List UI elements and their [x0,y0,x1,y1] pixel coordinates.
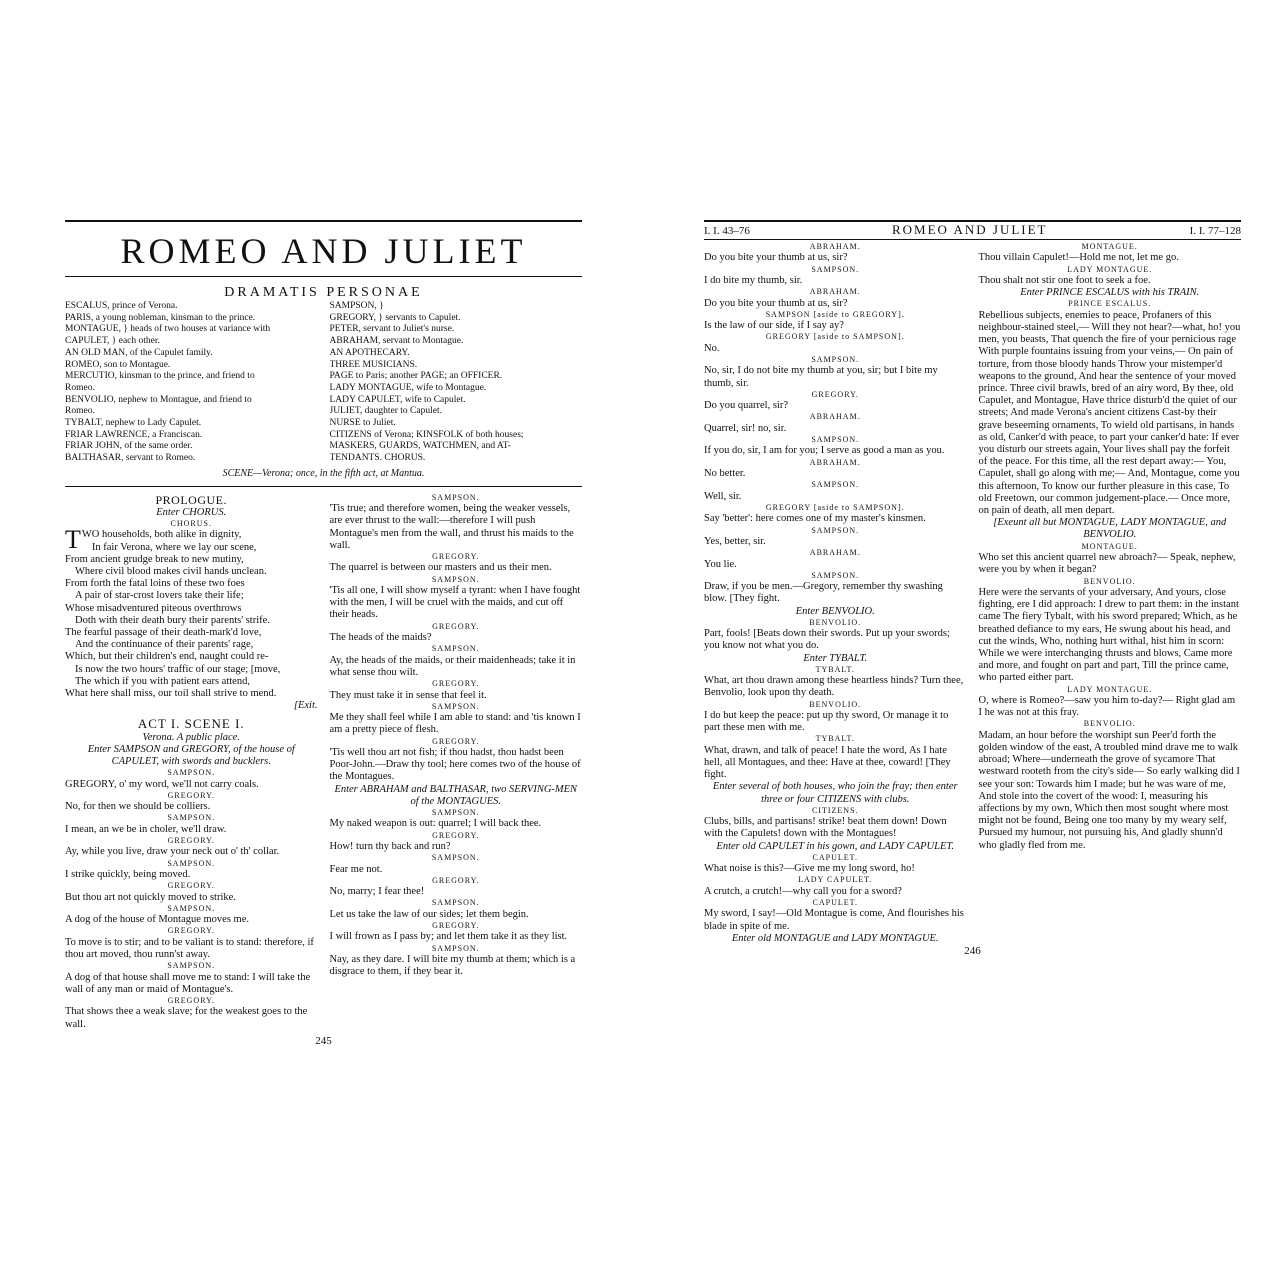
speaker-name: SAMPSON. [811,264,860,274]
dramatis-entry: BALTHASAR, servant to Romeo. [65,453,196,464]
top-rule [65,220,582,222]
section-rule [65,486,582,487]
speech-text: Part, fools! [Beats down their swords. Put up your swords; you know not what you do. [704,628,950,652]
speaker-name: GREGORY. [167,835,215,845]
dramatis-entry: PAGE to Paris; another PAGE; an OFFICER. [329,371,503,382]
running-head [704,222,1241,239]
speech-text: You lie. [704,558,737,570]
speaker-name: LADY MONTAGUE. [1067,264,1153,274]
speaker-name: GREGORY. [432,875,480,885]
speaker-name: GREGORY. [167,790,215,800]
speech-text: No, marry; I fear thee! [329,886,425,898]
dramatis-entry: PETER, servant to Juliet's nurse. [329,324,455,335]
prologue-and-act [65,493,582,1031]
speaker-name: GREGORY [aside to SAMPSON]. [765,502,905,512]
dramatis-entry: AN APOTHECARY. [329,347,410,358]
speech-text: I do but keep the peace: put up thy sword, Or manage it to part these men with me. [704,709,949,734]
speech-text: A crutch, a crutch!—why call you for a sword? [704,885,902,897]
speaker-name: SAMPSON. [431,644,480,654]
speech-text: I will frown as I pass by; and let them take it as they list. [329,931,568,943]
dramatis-entry: MONTAGUE, } heads of two houses at variance with [65,324,271,335]
speaker-name: GREGORY. [432,552,480,562]
speech-text: Say 'better': here comes one of my master's kinsmen. [704,513,926,525]
act-heading: ACT I. SCENE I. [137,715,245,731]
right-page [704,220,1241,957]
prologue-line: From forth the fatal loins of these two foes [65,578,245,590]
stage-direction: [Exeunt all but MONTAGUE, LADY MONTAGUE, and BENVOLIO. [993,517,1227,541]
speaker-name: SAMPSON [aside to GREGORY]. [765,309,905,319]
speech-text: No, sir, I do not bite my thumb at you, sir; but I bite my thumb, sir. [704,365,938,389]
speech-text: Do you bite your thumb at us, sir? [704,252,848,264]
speaker-name: ABRAHAM. [809,412,861,422]
play-title: ROMEO AND JULIET [120,231,527,271]
speaker-name: SAMPSON. [811,525,860,535]
speaker-name: GREGORY. [811,389,859,399]
dramatis-entry: AN OLD MAN, of the Capulet family. [65,347,213,358]
speaker-name: BENVOLIO. [1083,719,1136,729]
right-columns [704,242,1241,945]
speech-text: Ay, while you live, draw your neck out o' th' collar. [65,846,280,858]
prologue-line: The fearful passage of their death-mark'd love, [65,627,262,639]
speech-text: They must take it in sense that feel it. [329,689,487,701]
dramatis-left-column [65,301,318,465]
speech-text: Here were the servants of your adversary, And yours, close fighting, ere I did approach: I drew to part them: in the instant came The fiery Tybalt, with his sword prepared; Which, as he breathed defiance to my ears, He swung about his head, and cut the winds, Who, nothing hurt withal, hist him in scorn: While we were interchanging thrusts and blows, Came more and more, and fought on part and part, Till the prince came, who parted either part. [978,586,1239,684]
speaker-name: GREGORY. [432,621,480,631]
speech-text: My naked weapon is out: quarrel; I will back thee. [329,818,542,830]
speaker-name: SAMPSON. [167,813,216,823]
speech-text: Fear me not. [329,863,383,875]
dramatis-entry: NURSE to Juliet. [329,418,396,429]
speech-text: 'Tis true; and therefore women, being the weaker vessels, are ever thrust to the wall:—therefore I will push Montague's men from the wall, and thrust his maids to the wall. [329,503,574,551]
act-enter-1: Enter SAMPSON and GREGORY, of the house of [87,743,295,755]
speaker-name: TYBALT. [815,664,855,674]
speech-text: Who set this ancient quarrel new abroach?— Speak, nephew, were you by when it began? [978,552,1236,576]
speech-text: My sword, I say!—Old Montague is come, And flourishes his blade in spite of me. [704,908,964,932]
speaker-name: GREGORY. [432,736,480,746]
speech-text: Do you bite your thumb at us, sir? [704,297,848,309]
speech-text: A dog of the house of Montague moves me. [65,914,250,926]
speech-text: O, where is Romeo?—saw you him to-day?— Right glad am I he was not at this fray. [978,694,1236,719]
speech-text: No better. [704,468,746,480]
speech-text: Do you quarrel, sir? [704,400,788,412]
speaker-name: PRINCE ESCALUS. [1068,299,1152,309]
speech-text: Rebellious subjects, enemies to peace, Profaners of this neighbour-stained steel,— Will they not hear?—what, ho! you men, you beasts, That quench the fire of your pernicious rage With purple fountains issuing from your veins,— On pain of torture, from those bloody hands Throw your mistemper'd weapons to the ground, And hear the sentence of your moved prince. Three civil brawls, bred of an airy word, By thee, old Capulet, and Montague, Have thrice disturb'd the quiet of our streets; And made Verona's ancient citizens Cast-by their grave beseeming ornaments, To wield old partisans, in hands as old, Canker'd with peace, to part your canker'd hate: If ever you disturb our streets again, Your lives shall pay the forfeit of the peace. For this time, all the rest depart away:— You, Capulet, shall go along with me;— And, Montague, come you this afternoon, To know our further pleasure in this case, To old Freetown, our common judgement-place.— Once more, on pain of death, all men depart. [978,309,1241,517]
prologue-line: The which if you with patient ears attend, [75,675,250,687]
dramatis-entry: MERCUTIO, kinsman to the prince, and friend to [65,371,255,382]
header-rule [704,239,1241,240]
speech-text: The quarrel is between our masters and us their men. [329,562,552,574]
dramatis-entry: LADY CAPULET, wife to Capulet. [329,394,466,405]
stage-direction: Enter ABRAHAM and BALTHASAR, two SERVING-MEN of the MONTAGUES. [334,783,578,807]
dramatis-entry: FRIAR LAWRENCE, a Franciscan. [65,429,203,440]
stage-direction: Enter old MONTAGUE and LADY MONTAGUE. [731,932,939,944]
dramatis-entry: Romeo. [65,382,95,393]
speech-text: Let us take the law of our sides; let them begin. [329,908,529,920]
speaker-name: SAMPSON. [431,701,480,711]
speaker-name: GREGORY. [167,881,215,891]
prologue-line: Is now the two hours' traffic of our stage; [move, [75,663,281,675]
left-dialogue-2 [330,493,583,1031]
dramatis-entry: CAPULET, } each other. [65,336,160,347]
speech-text: Draw, if you be men.—Gregory, remember thy swashing blow. [They fight. [704,581,943,605]
act-enter-2: CAPULET, with swords and bucklers. [111,755,271,767]
speaker-name: SAMPSON. [431,492,480,502]
left-dialogue-1 [65,768,318,1031]
dramatis-entry: FRIAR JOHN, of the same order. [65,441,193,452]
speaker-name: SAMPSON. [167,858,216,868]
speaker-name: GREGORY. [432,679,480,689]
speech-text: A dog of that house shall move me to stand: I will take the wall of any man or maid of Montague's. [65,971,311,995]
enter-chorus: Enter CHORUS. [156,506,227,518]
speech-text: 'Tis all one, I will show myself a tyrant: when I have fought with the men, I will be cruel with the maids, and cut off their heads. [329,585,581,621]
speaker-name: SAMPSON. [431,807,480,817]
speaker-name: CAPULET. [812,852,858,862]
speech-text: I strike quickly, being moved. [65,868,191,880]
prologue-line: Where civil blood makes civil hands unclean. [75,566,267,578]
speaker-name: LADY CAPULET. [798,875,873,885]
dramatis-entry: BENVOLIO, nephew to Montague, and friend to [65,394,252,405]
running-head-right: I. I. 77–128 [1189,225,1241,237]
left-text-column [65,493,318,1031]
stage-direction: Enter old CAPULET in his gown, and LADY CAPULET. [716,840,955,852]
speech-text: How! turn thy back and run? [329,840,451,852]
stage-direction: Enter several of both houses, who join the fray; then enter three or four CITIZENS with clubs. [712,781,958,805]
dramatis-entry: SAMPSON, } [329,301,384,311]
dramatis-entry: CITIZENS of Verona; KINSFOLK of both houses; [329,429,524,440]
prologue-line: WO households, both alike in dignity, [81,529,242,541]
right-dialogue-2 [979,242,1242,945]
speaker-name: GREGORY. [432,830,480,840]
speaker-name: ABRAHAM. [809,457,861,467]
speech-text: What noise is this?—Give me my long sword, ho! [704,863,915,875]
dramatis-entry: JULIET, daughter to Capulet. [329,406,442,417]
speaker-name: TYBALT. [815,734,855,744]
speech-text: GREGORY, o' my word, we'll not carry coals. [65,778,259,790]
speaker-name: ABRAHAM. [809,242,861,251]
drop-cap: T [65,525,81,555]
running-head-left: I. I. 43–76 [704,225,750,237]
prologue-line: A pair of star-crost lovers take their life; [75,590,244,602]
dramatis-entry: ABRAHAM, servant to Montague. [329,336,464,347]
exit-direction: [Exit. [293,700,318,712]
speech-text: Yes, better, sir. [704,535,766,547]
speech-text: No, for then we should be colliers. [65,801,211,813]
dramatis-entry: PARIS, a young nobleman, kinsman to the prince. [65,312,256,323]
speech-text: Madam, an hour before the worshipt sun Peer'd forth the golden window of the east, A troubled mind drave me to walk abroad; Where—underneath the grove of sycamore That westward rooteth from the city's side— So early walking did I see your son: Towards him I made; but he was ware of me, And stole into the covert of the wood: I, measuring his affections by my own, Which then most sought where most might not be found, Being one too many by my weary self, Pursued my humour, not pursuing his, And gladly shunn'd who gladly fled from me. [978,729,1240,851]
prologue-line: From ancient grudge break to new mutiny, [65,553,244,565]
dramatis-entry: Romeo. [65,406,95,417]
speaker-name: BENVOLIO. [1083,576,1136,586]
speaker-name: SAMPSON. [167,768,216,778]
speech-text: Me they shall feel while I am able to stand: and 'tis known I am a pretty piece of flesh. [329,712,581,736]
running-head-title: ROMEO AND JULIET [892,222,1048,237]
speech-text: 'Tis well thou art not fish; if thou hadst, thou hadst been Poor-John.—Draw thy tool; here comes two of the house of the Montagues. [329,746,581,783]
speech-text: The heads of the maids? [329,632,432,644]
speaker-name: BENVOLIO. [809,699,862,709]
speech-text: To move is to stir; and to be valiant is to stand: therefore, if thou art moved, thou runn'st away. [65,936,314,960]
dramatis-entry: TENDANTS. CHORUS. [329,453,426,464]
speaker-name: GREGORY [aside to SAMPSON]. [765,332,905,342]
dramatis-entry: MASKERS, GUARDS, WATCHMEN, and AT- [329,441,511,452]
speaker-name: MONTAGUE. [1081,242,1138,251]
prologue-line: What here shall miss, our toil shall strive to mend. [65,688,277,700]
speaker-name: SAMPSON. [167,903,216,913]
dramatis-heading: DRAMATIS PERSONAE [224,285,423,300]
speech-text: Quarrel, sir! no, sir. [704,422,787,434]
speech-text: No. [704,342,720,354]
speaker-name: SAMPSON. [811,570,860,580]
speech-text: But thou art not quickly moved to strike. [65,891,236,903]
stage-direction: Enter BENVOLIO. [795,605,875,617]
speaker-name: SAMPSON. [811,355,860,365]
dramatis-entry: ROMEO, son to Montague. [65,359,171,370]
speaker-chorus: CHORUS. [170,519,212,529]
speaker-name: BENVOLIO. [809,617,862,627]
speaker-name: GREGORY. [432,921,480,930]
speaker-name: ABRAHAM. [809,287,861,297]
dramatis-entry: GREGORY, } servants to Capulet. [329,312,461,323]
prologue-line: Doth with their death bury their parents' strife. [75,614,270,626]
speaker-name: GREGORY. [167,996,215,1005]
speech-text: If you do, sir, I am for you; I serve as good a man as you. [704,445,945,457]
speech-text: Nay, as they dare. I will bite my thumb at them; which is a disgrace to them, if they bear it. [329,954,576,978]
prologue-line: Whose misadventured piteous overthrows [65,602,242,614]
speech-text: Is the law of our side, if I say ay? [704,320,844,332]
speech-text: What, art thou drawn among these heartless hinds? Turn thee, Benvolio, look upon thy death. [704,675,964,699]
dramatis-personae [65,301,582,465]
title-rule [65,276,582,277]
speech-text: That shows thee a weak slave; for the weakest goes to the wall. [65,1006,308,1030]
speaker-name: SAMPSON. [431,898,480,908]
left-page [65,220,582,1047]
right-dialogue-1 [704,242,967,945]
speech-text: I mean, an we be in choler, we'll draw. [65,823,227,835]
dramatis-entry: ESCALUS, prince of Verona. [65,301,178,311]
speech-text: What, drawn, and talk of peace! I hate the word, As I hate hell, all Montagues, and thee: Have at thee, coward! [They fight. [704,744,951,781]
prologue-line: And the continuance of their parents' rage, [75,639,254,651]
page-number-left: 245 [315,1034,332,1047]
speaker-name: GREGORY. [167,926,215,936]
prologue-line: In fair Verona, where we lay our scene, [91,541,257,553]
speech-text: Thou villain Capulet!—Hold me not, let me go. [978,252,1179,264]
scene-note: SCENE—Verona; once, in the fifth act, at Mantua. [222,467,425,479]
stage-direction: Enter PRINCE ESCALUS with his TRAIN. [1020,287,1200,299]
speaker-name: CITIZENS. [811,805,859,815]
prologue-text [65,525,318,700]
speech-text: Ay, the heads of the maids, or their maidenheads; take it in what sense thou wilt. [329,654,576,678]
speech-text: Thou shalt not stir one foot to seek a foe. [978,275,1151,287]
speaker-name: CAPULET. [812,898,858,908]
speech-text: Clubs, bills, and partisans! strike! beat them down! Down with the Capulets! down with the Montagues! [704,816,947,840]
prologue-line: Which, but their children's end, naught could re- [65,651,269,663]
speech-text: Well, sir. [704,490,742,502]
speaker-name: SAMPSON. [811,435,860,445]
speaker-name: SAMPSON. [431,574,480,584]
dramatis-entry: THREE MUSICIANS. [329,359,418,370]
speaker-name: LADY MONTAGUE. [1067,684,1153,694]
dramatis-entry: TYBALT, nephew to Lady Capulet. [65,418,202,429]
speaker-name: SAMPSON. [811,480,860,490]
speaker-name: SAMPSON. [431,943,480,953]
page-number-right: 246 [964,945,981,958]
speaker-name: SAMPSON. [431,853,480,863]
speaker-name: SAMPSON. [167,961,216,971]
speaker-name: ABRAHAM. [809,548,861,558]
dramatis-entry: LADY MONTAGUE, wife to Montague. [329,382,487,393]
speech-text: I do bite my thumb, sir. [704,275,803,287]
act-place: Verona. A public place. [142,731,240,743]
dramatis-right-column [330,301,583,465]
stage-direction: Enter TYBALT. [803,652,868,664]
prologue-heading: PROLOGUE. [155,492,227,507]
speaker-name: MONTAGUE. [1081,541,1138,551]
